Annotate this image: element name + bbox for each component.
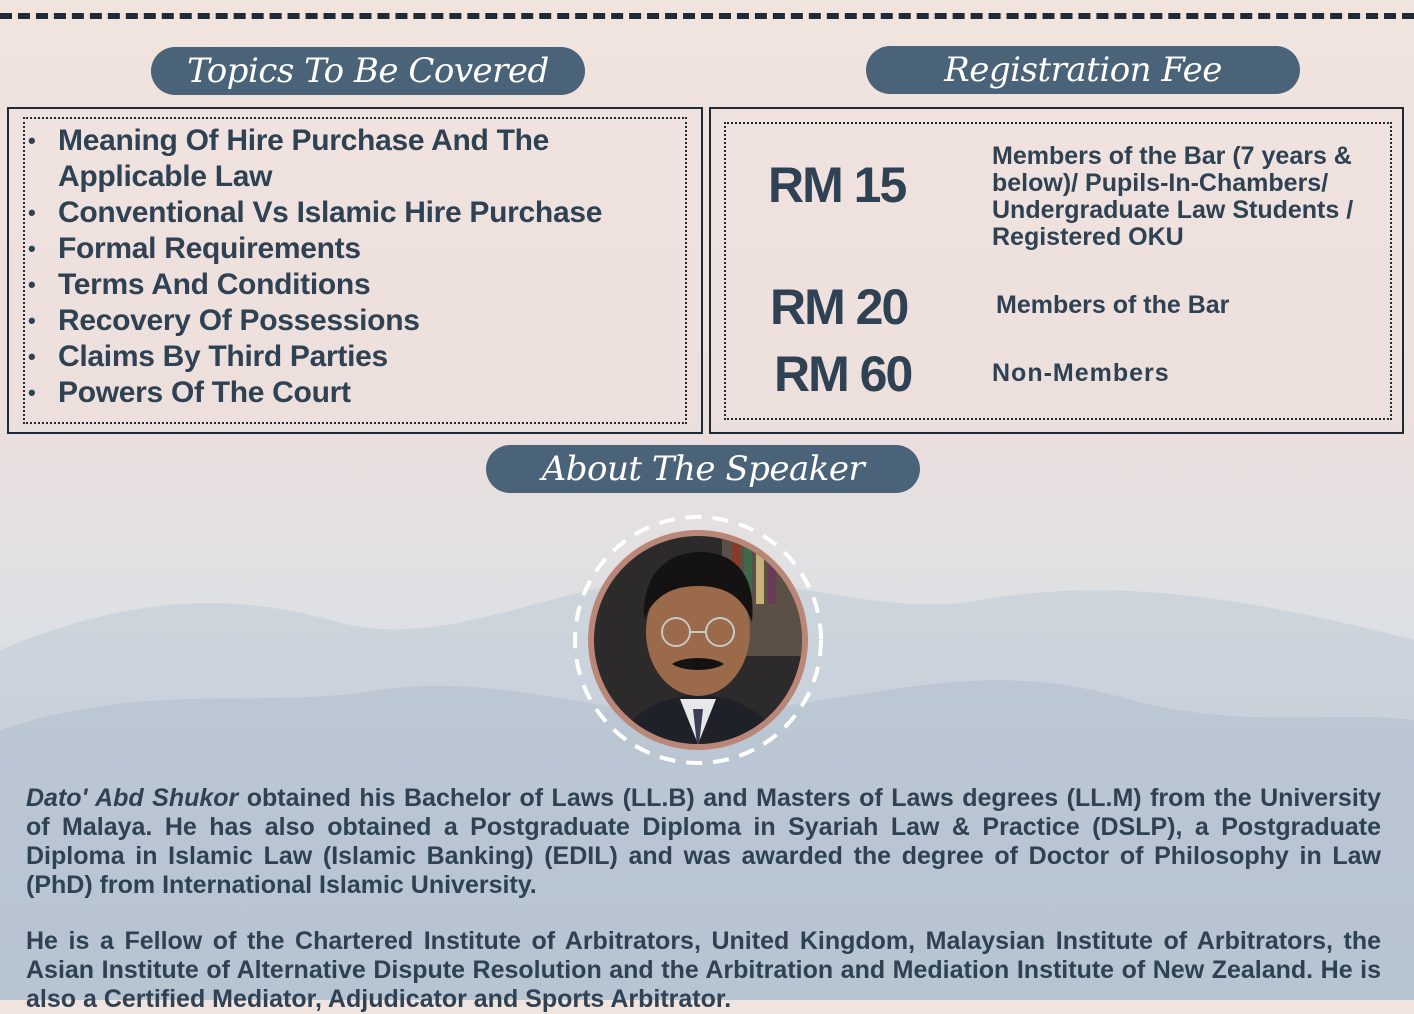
speaker-bio-text: obtained his Bachelor of Laws (LL.B) and Masters of Laws degrees (LL.M) from the University of Malaya. He has also obtained a Postgraduate Diploma in Syariah Law & Practice (DSLP), a Postgraduate Diploma in Islamic Law (Islamic Banking) (EDIL) and was awarded the degree of Doctor of Philosophy in Law (PhD) from International Islamic University. [26, 784, 1381, 899]
topics-list [28, 123, 688, 411]
topic-item: • Claims By Third Parties [28, 339, 688, 375]
speaker-bio-paragraph-1 [26, 784, 1381, 900]
topic-item: • Conventional Vs Islamic Hire Purchase [28, 195, 688, 231]
fee-amount: RM 20 [770, 279, 908, 335]
topic-item: • Terms And Conditions [28, 267, 688, 303]
fee-description: Non-Members [992, 359, 1170, 387]
top-dashed-divider [0, 13, 1414, 19]
speaker-name: Dato' Abd Shukor [26, 784, 239, 812]
topic-item: • Formal Requirements [28, 231, 688, 267]
topic-item: • Recovery Of Possessions [28, 303, 688, 339]
fee-description: Members of the Bar (7 years & below)/ Pupils-In-Chambers/ Undergraduate Law Students / Registered OKU [992, 142, 1354, 251]
fee-amount: RM 15 [768, 157, 906, 213]
fee-description: Members of the Bar [996, 291, 1230, 319]
registration-fee-heading: Registration Fee [866, 46, 1300, 94]
speaker-portrait [572, 514, 824, 766]
about-speaker-heading: About The Speaker [486, 445, 920, 493]
topics-heading: Topics To Be Covered [151, 47, 585, 95]
speaker-bio-paragraph-2: He is a Fellow of the Chartered Institute of Arbitrators, United Kingdom, Malaysian Institute of Arbitrators, the Asian Institute of Alternative Dispute Resolution and the Arbitration and Mediation Institute of New Zealand. He is also a Certified Mediator, Adjudicator and Sports Arbitrator. [26, 927, 1381, 1013]
speaker-photo [572, 514, 824, 766]
topic-item: • Powers Of The Court [28, 375, 688, 411]
fee-amount: RM 60 [774, 346, 912, 402]
topic-item: • Meaning Of Hire Purchase And The Applicable Law [28, 123, 688, 195]
